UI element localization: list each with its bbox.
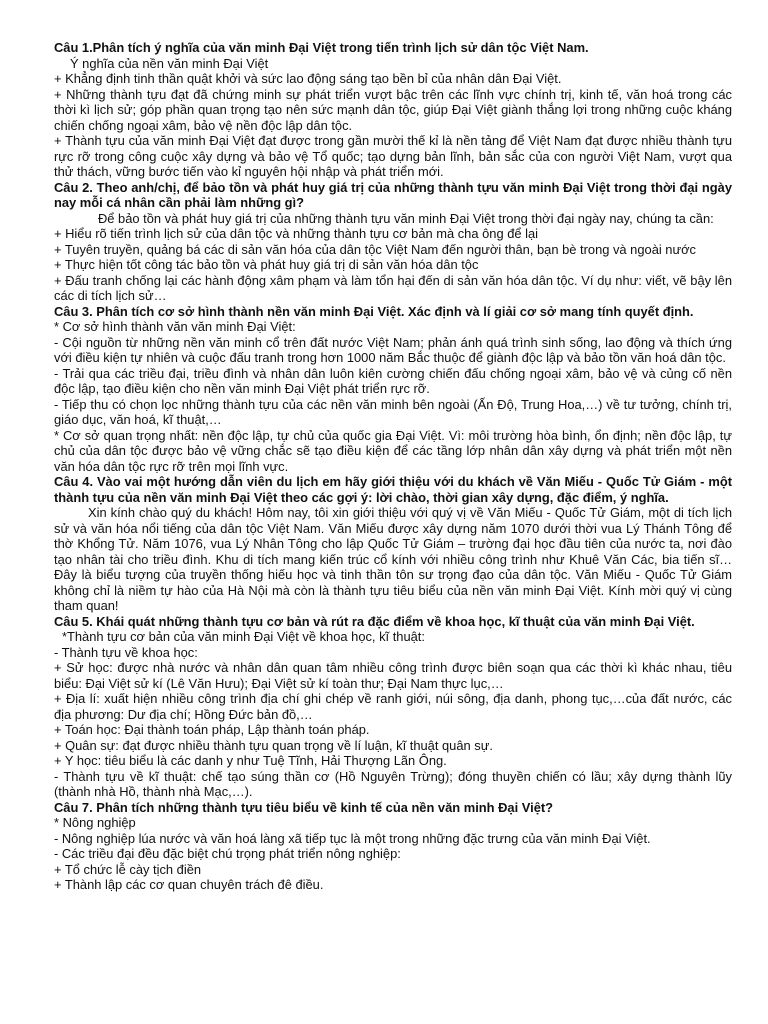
- body-paragraph: Ý nghĩa của nền văn minh Đại Việt: [70, 55, 269, 71]
- question-heading: Câu 1.Phân tích ý nghĩa của văn minh Đại Việt trong tiến trình lịch sử dân tộc Việt Nam.: [54, 40, 589, 55]
- body-paragraph: Để bảo tồn và phát huy giá trị của những thành tựu văn minh Đại Việt trong thời đại ngày nay, chúng ta cần:: [98, 210, 714, 226]
- document-page: [54, 40, 732, 893]
- body-paragraph: - Trải qua các triều đại, triều đình và nhân dân luôn kiên cường chiến đấu chống ngoại xâm, bảo vệ và củng cố nền độc lập, tạo điều kiện cho nền văn minh Đại Việt phát triển rực rỡ.: [54, 365, 732, 396]
- question-heading: Câu 3. Phân tích cơ sở hình thành nền văn minh Đại Việt. Xác định và lí giải cơ sở mang tính quyết định.: [54, 303, 694, 319]
- body-paragraph: + Sử học: được nhà nước và nhân dân quan tâm nhiều công trình được biên soạn qua các thời kì khác nhau, tiêu biểu: Đại Việt sử kí (Lê Văn Hưu); Đại Việt sử kí toàn thư; Đại Nam thực lục,…: [54, 660, 732, 691]
- body-paragraph: + Những thành tựu đạt đã chứng minh sự phát triển vượt bậc trên các lĩnh vực chính trị, kinh tế, văn hoá trong các thời kì lịch sử; góp phần quan trọng tạo nên sức mạnh dân tộc, giúp Đại Việt giành thắng lợi trong những cuộc kháng chiến chống ngoại xâm, bảo vệ nền độc lập dân tộc.: [54, 86, 732, 133]
- body-paragraph: * Cơ sở hình thành văn văn minh Đại Việt:: [54, 319, 296, 334]
- body-paragraph: Xin kính chào quý du khách! Hôm nay, tôi xin giới thiệu với quý vị về Văn Miếu - Quốc Tử Giám, một di tích lịch sử và văn hóa nổi tiếng của dân tộc Việt Nam. Văn Miếu được xây dựng năm 1070 dưới thời vua Lý Thánh Tông để thờ Khổng Tử. Năm 1076, vua Lý Nhân Tông cho lập Quốc Tử Giám – trường đại học đầu tiên của nước ta, nơi đào tạo nhân tài cho triều đình. Khu di tích mang kiến trúc cổ kính với nhiều công trình như Khuê Văn Các, bia tiến sĩ… Đây là biểu tượng của truyền thống hiếu học và tinh thần tôn sư trọng đạo của dân tộc. Văn Miếu - Quốc Tử Giám không chỉ là niềm tự hào của Hà Nội mà còn là thành tựu tiêu biểu của nền văn minh Đại Việt. Kính mời quý vị cùng tham quan!: [54, 505, 732, 613]
- body-paragraph: + Thực hiện tốt công tác bảo tồn và phát huy giá trị di sản văn hóa dân tộc: [54, 257, 479, 272]
- body-paragraph: *Thành tựu cơ bản của văn minh Đại Việt về khoa học, kĩ thuật:: [62, 629, 425, 644]
- body-paragraph: - Nông nghiệp lúa nước và văn hoá làng xã tiếp tục là một trong những đặc trưng của văn minh Đại Việt.: [54, 830, 651, 846]
- body-paragraph: + Y học: tiêu biểu là các danh y như Tuệ Tĩnh, Hải Thượng Lãn Ông.: [54, 753, 447, 768]
- body-paragraph: + Đấu tranh chống lại các hành động xâm phạm và làm tổn hại đến di sản văn hóa dân tộc. Ví dụ như: viết, vẽ bậy lên các di tích lịch sử…: [54, 272, 732, 303]
- body-paragraph: + Thành tựu của văn minh Đại Việt đạt được trong gần mười thế kỉ là nền tảng để Việt Nam đạt được nhiều thành tựu rực rỡ trong công cuộc xây dựng và bảo vệ Tổ quốc; tạo dựng bản lĩnh, bản sắc của con người Việt Nam, vượt qua thử thách, vững bước tiến vào kỉ nguyên hội nhập và phát triển mới.: [54, 133, 732, 179]
- body-paragraph: - Thành tựu về khoa học:: [54, 644, 198, 660]
- body-paragraph: - Thành tựu về kĩ thuật: chế tạo súng thần cơ (Hồ Nguyên Trừng); đóng thuyền chiến có lầu; xây dựng thành lũy (thành nhà Hồ, thành nhà Mạc,…).: [54, 768, 732, 799]
- body-paragraph: + Địa lí: xuất hiện nhiều công trình địa chí ghi chép về ranh giới, núi sông, địa danh, phong tục,…của đất nước, các địa phương: Dư địa chí; Hồng Đức bản đồ,…: [54, 691, 732, 722]
- question-heading: Câu 2. Theo anh/chị, để bảo tồn và phát huy giá trị của những thành tựu văn minh Đại Việt trong thời đại ngày nay mỗi cá nhân cần phải làm những gì?: [54, 179, 732, 210]
- body-paragraph: + Thành lập các cơ quan chuyên trách đê điều.: [54, 877, 324, 892]
- body-paragraph: - Cội nguồn từ những nền văn minh cổ trên đất nước Việt Nam; phản ánh quá trình sinh sống, lao động và thích ứng với điều kiện tự nhiên và cuộc đấu tranh trong hơn 1000 năm Bắc thuộc để giành độc lập và bảo tồn văn hoá dân tộc.: [54, 334, 732, 365]
- question-heading: Câu 5. Khái quát những thành tựu cơ bản và rút ra đặc điểm về khoa học, kĩ thuật của văn minh Đại Việt.: [54, 613, 695, 629]
- question-heading: Câu 7. Phân tích những thành tựu tiêu biểu về kinh tế của nền văn minh Đại Việt?: [54, 799, 554, 815]
- body-paragraph: + Toán học: Đại thành toán pháp, Lập thành toán pháp.: [54, 722, 370, 737]
- body-paragraph: + Hiểu rõ tiến trình lịch sử của dân tộc và những thành tựu cơ bản mà cha ông để lại: [54, 226, 539, 241]
- body-paragraph: + Tuyên truyền, quảng bá các di sản văn hóa của dân tộc Việt Nam đến người thân, bạn bè trong và ngoài nước: [54, 241, 697, 257]
- body-paragraph: - Các triều đại đều đặc biệt chú trọng phát triển nông nghiệp:: [54, 846, 401, 861]
- body-paragraph: + Quân sự: đạt được nhiều thành tựu quan trọng về lí luận, kĩ thuật quân sự.: [54, 737, 493, 753]
- question-heading: Câu 4. Vào vai một hướng dẫn viên du lịch em hãy giới thiệu với du khách về Văn Miếu - Quốc Tử Giám - một thành tựu của nền văn minh Đại Việt theo các gợi ý: lời chào, thời gian xây dựng, đặc điểm, ý nghĩa.: [54, 474, 732, 505]
- body-paragraph: * Cơ sở quan trọng nhất: nền độc lập, tự chủ của quốc gia Đại Việt. Vì: môi trường hòa bình, ổn định; nền độc lập, tự chủ của dân tộc được bảo vệ vững chắc sẽ tạo điều kiện để các tầng lớp nhân dân xây dựng và phát triển một nền văn hóa dân tộc rực rỡ trên mọi lĩnh vực.: [54, 427, 732, 474]
- body-paragraph: - Tiếp thu có chọn lọc những thành tựu của các nền văn minh bên ngoài (Ấn Độ, Trung Hoa,…) về tư tưởng, chính trị, giáo dục, văn hoá, kĩ thuật,…: [54, 396, 732, 427]
- body-paragraph: * Nông nghiệp: [54, 815, 136, 830]
- body-paragraph: + Tổ chức lễ cày tịch điền: [54, 861, 202, 877]
- body-paragraph: + Khẳng định tinh thần quật khởi và sức lao động sáng tạo bền bỉ của nhân dân Đại Việt.: [54, 71, 562, 86]
